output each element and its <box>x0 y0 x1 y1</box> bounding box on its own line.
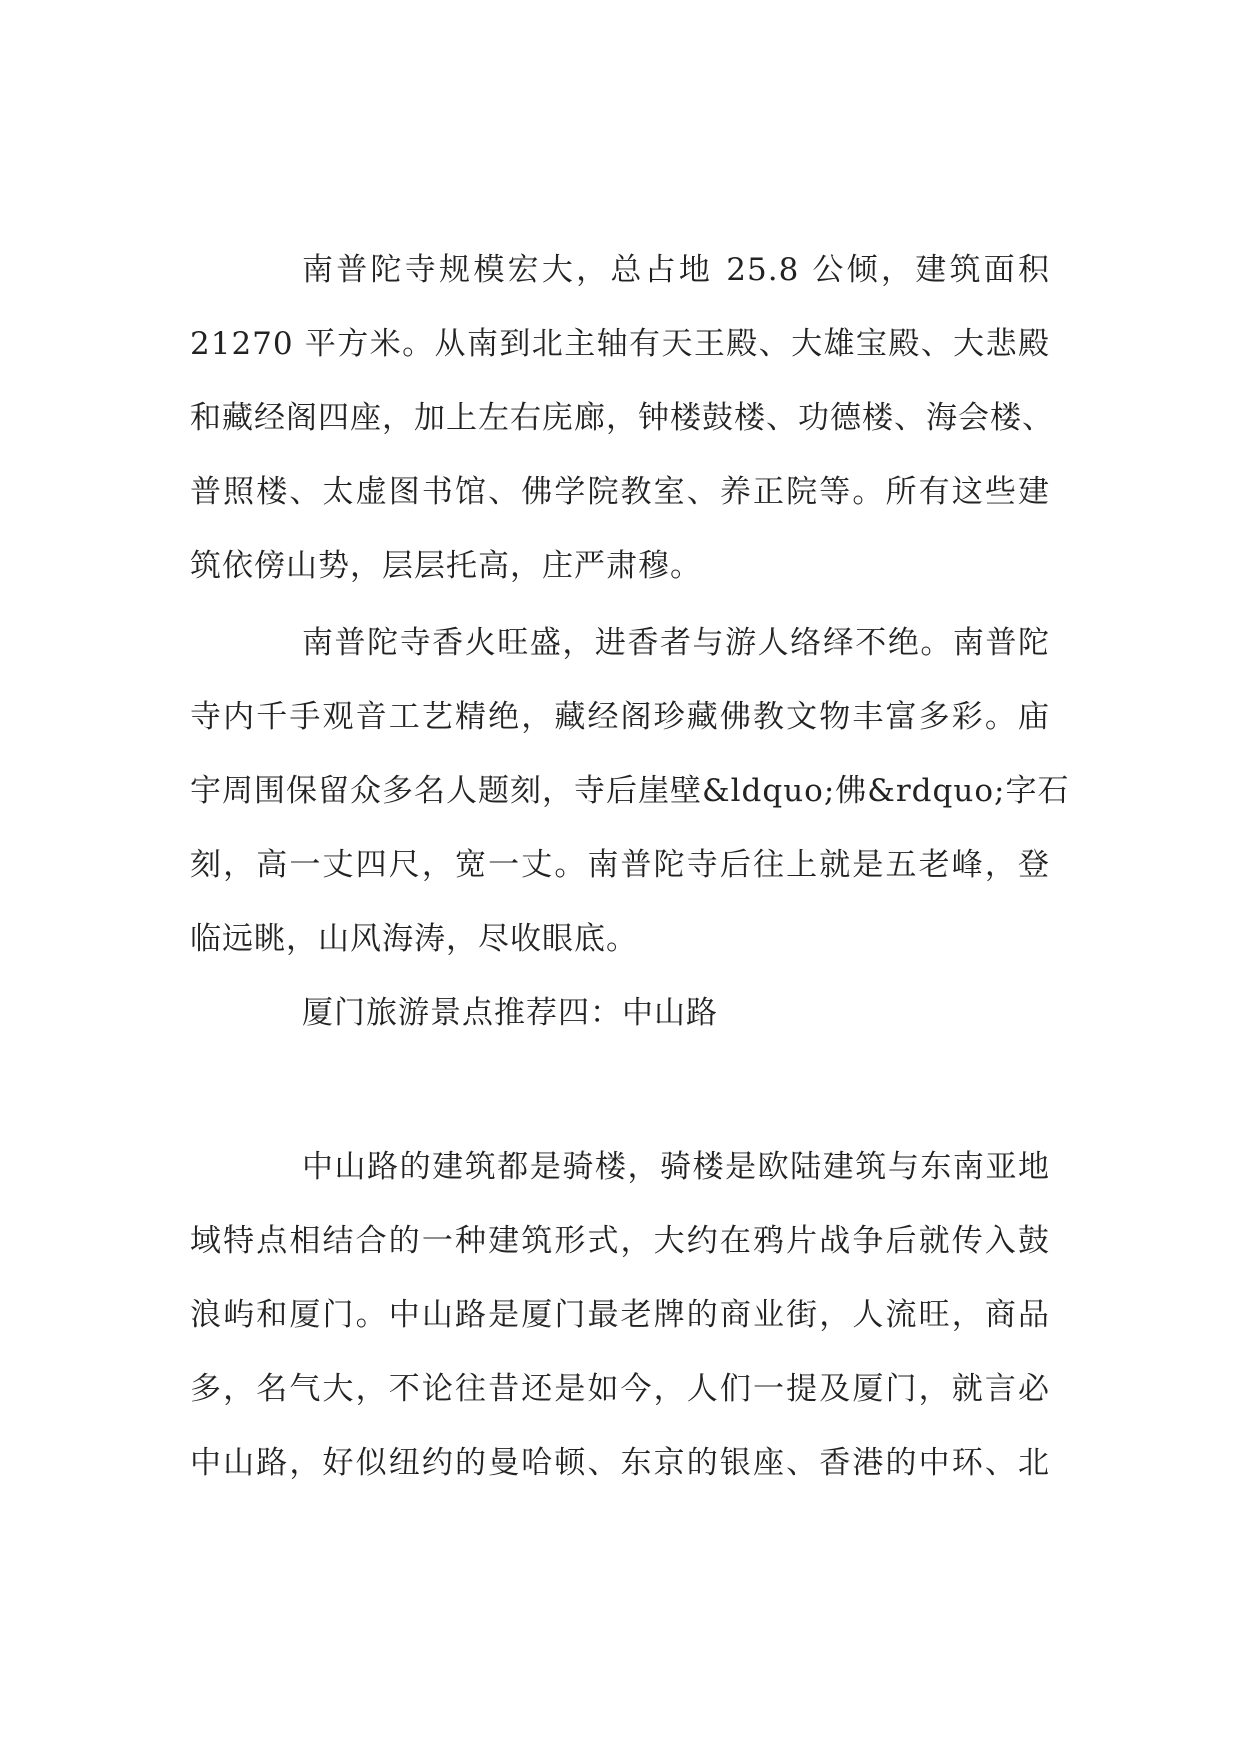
text-line: 寺内千手观音工艺精绝，藏经阁珍藏佛教文物丰富多彩。庙 <box>190 699 1050 735</box>
paragraph-temple-scale <box>190 233 1054 603</box>
text-line: 和藏经阁四座，加上左右庑廊，钟楼鼓楼、功德楼、海会楼、 <box>190 400 1054 436</box>
text-line: 多，名气大，不论往昔还是如今，人们一提及厦门，就言必 <box>190 1371 1050 1407</box>
paragraph-temple-incense <box>190 606 1070 976</box>
text-line: 临远眺，山风海涛，尽收眼底。 <box>190 921 638 957</box>
text-line: 域特点相结合的一种建筑形式，大约在鸦片战争后就传入鼓 <box>190 1223 1050 1259</box>
text-line: 普照楼、太虚图书馆、佛学院教室、养正院等。所有这些建 <box>190 474 1050 510</box>
text-line: 中山路的建筑都是骑楼，骑楼是欧陆建筑与东南亚地 <box>302 1149 1050 1185</box>
paragraph-zhongshan-road <box>190 1130 1050 1500</box>
text-line: 宇周围保留众多名人题刻，寺后崖壁&ldquo;佛&rdquo;字石 <box>190 773 1070 809</box>
text-line: 厦门旅游景点推荐四：中山路 <box>302 995 718 1031</box>
text-line: 21270 平方米。从南到北主轴有天王殿、大雄宝殿、大悲殿 <box>190 326 1050 362</box>
text-line: 刻，高一丈四尺，宽一丈。南普陀寺后往上就是五老峰，登 <box>190 847 1050 883</box>
text-line: 筑依傍山势，层层托高，庄严肃穆。 <box>190 548 702 584</box>
text-line: 浪屿和厦门。中山路是厦门最老牌的商业街，人流旺，商品 <box>190 1297 1050 1333</box>
text-line: 南普陀寺香火旺盛，进香者与游人络绎不绝。南普陀 <box>302 625 1050 661</box>
text-line: 南普陀寺规模宏大，总占地 25.8 公倾，建筑面积 <box>302 252 1050 288</box>
section-heading-zhongshan-road <box>190 976 1050 1050</box>
text-line: 中山路，好似纽约的曼哈顿、东京的银座、香港的中环、北 <box>190 1445 1050 1481</box>
